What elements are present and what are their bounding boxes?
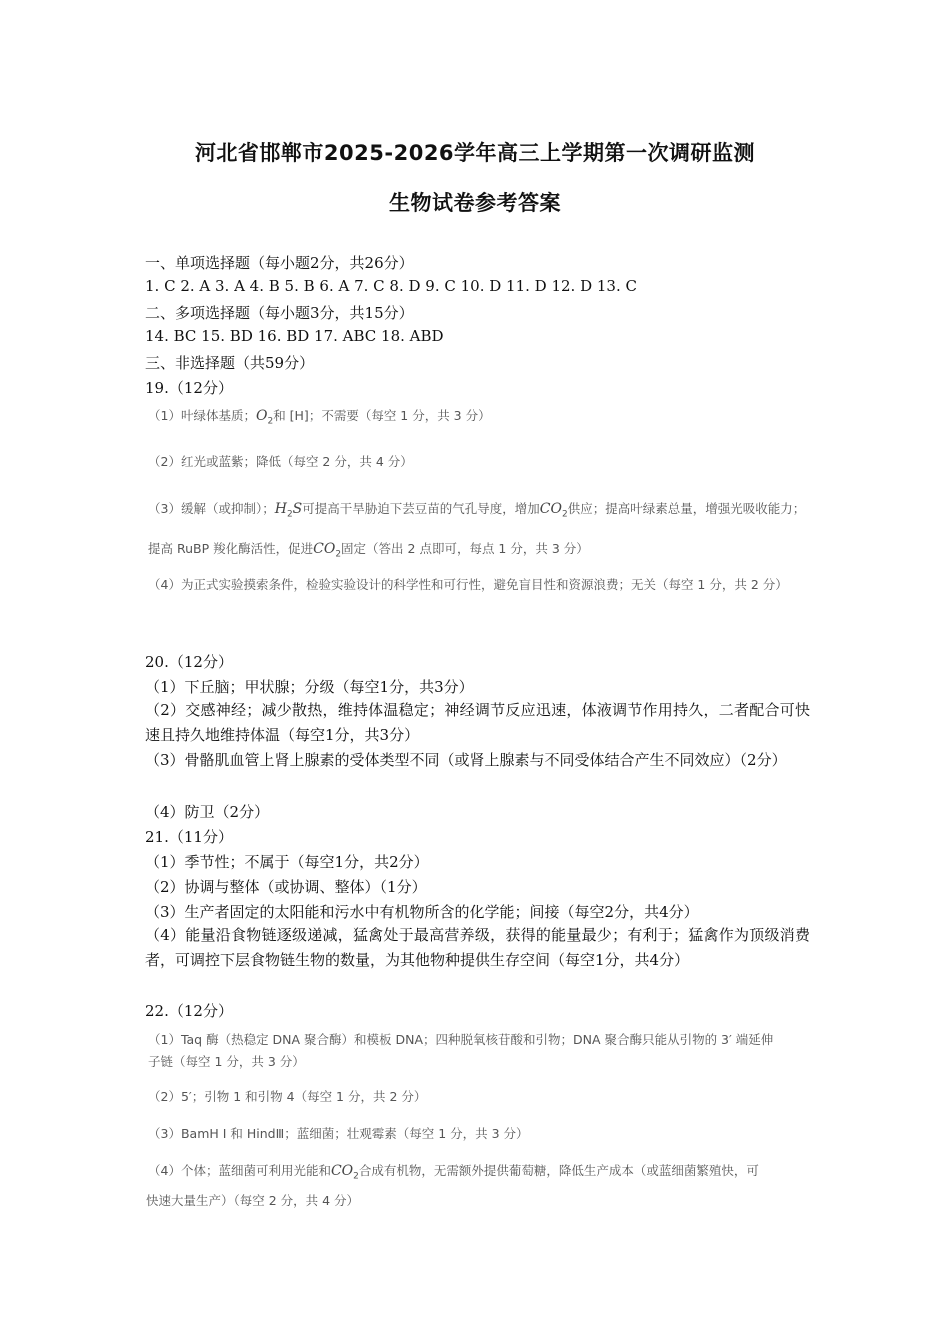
q21-heading: 21.（11分） (145, 828, 233, 846)
q22-answer-4-line-1: （4）个体；蓝细菌可利用光能和$CO_2$合成有机物，无需额外提供葡萄糖，降低生产成本（或蓝细菌繁殖快，可 (148, 1163, 759, 1182)
section-1-answers: 1. C 2. A 3. A 4. B 5. B 6. A 7. C 8. D 9. C 10. D 11. D 12. D 13. C (145, 277, 637, 295)
q21-answer-3: （3）生产者固定的太阳能和污水中有机物所含的化学能；间接（每空2分，共4分） (145, 903, 699, 921)
section-3-heading: 三、非选择题（共59分） (145, 354, 315, 372)
q19-answer-2: （2）红光或蓝紫；降低（每空 2 分，共 4 分） (148, 454, 413, 469)
q20-answer-2: （2）交感神经；减少散热，维持体温稳定；神经调节反应迅速，体液调节作用持久，二者配合可快速且持久地维持体温（每空1分，共3分） (145, 701, 810, 744)
q19-answer-4: （4）为正式实验摸索条件，检验实验设计的科学性和可行性，避免盲目性和资源浪费；无关（每空 1 分，共 2 分） (148, 577, 788, 592)
q20-answer-3: （3）骨骼肌血管上肾上腺素的受体类型不同（或肾上腺素与不同受体结合产生不同效应）（2分） (145, 751, 787, 769)
q21-answer-4: （4）能量沿食物链逐级递减，猛禽处于最高营养级，获得的能量最少；有利于；猛禽作为顶级消费者，可调控下层食物链生物的数量，为其他物种提供生存空间（每空1分，共4分） (145, 926, 810, 969)
q22-answer-4-line-2: 快速大量生产）（每空 2 分，共 4 分） (146, 1193, 360, 1208)
q22-heading: 22.（12分） (145, 1002, 233, 1020)
q22-answer-1-line-1: （1）Taq 酶（热稳定 DNA 聚合酶）和模板 DNA；四种脱氧核苷酸和引物；DNA 聚合酶只能从引物的 3′ 端延伸 (148, 1032, 774, 1047)
section-2-answers: 14. BC 15. BD 16. BD 17. ABC 18. ABD (145, 327, 444, 345)
q19-answer-1: （1）叶绿体基质；$O_2$和 [H]；不需要（每空 1 分，共 3 分） (148, 408, 491, 427)
q19-answer-3: （3）缓解（或抑制）；$H_2S$可提高干旱胁迫下芸豆苗的气孔导度，增加$CO_2$供应；提高叶绿素总量，增强光吸收能力；提高 RuBP 羧化酶活性，促进$CO_2$固定（答出 2 点即可，每点 1 分，共 3 分） (148, 501, 806, 559)
q21-answer-1: （1）季节性；不属于（每空1分，共2分） (145, 853, 429, 871)
q19-heading: 19.（12分） (145, 379, 233, 397)
q22-answer-3: （3）BamH Ⅰ 和 HindⅢ；蓝细菌；壮观霉素（每空 1 分，共 3 分） (148, 1126, 529, 1141)
q22-answer-1-line-2: 子链（每空 1 分，共 3 分） (148, 1054, 305, 1069)
q20-answer-1: （1）下丘脑；甲状腺；分级（每空1分，共3分） (145, 678, 474, 696)
q20-answer-4: （4）防卫（2分） (145, 803, 270, 821)
q22-answer-2: （2）5′；引物 1 和引物 4（每空 1 分，共 2 分） (148, 1089, 427, 1104)
section-2-heading: 二、多项选择题（每小题3分，共15分） (145, 304, 414, 322)
document-subtitle: 生物试卷参考答案 (389, 191, 561, 215)
q20-heading: 20.（12分） (145, 653, 233, 671)
section-1-heading: 一、单项选择题（每小题2分，共26分） (145, 254, 414, 272)
document-title: 河北省邯郸市2025-2026学年高三上学期第一次调研监测 (194, 141, 756, 165)
q21-answer-2: （2）协调与整体（或协调、整体）（1分） (145, 878, 427, 896)
